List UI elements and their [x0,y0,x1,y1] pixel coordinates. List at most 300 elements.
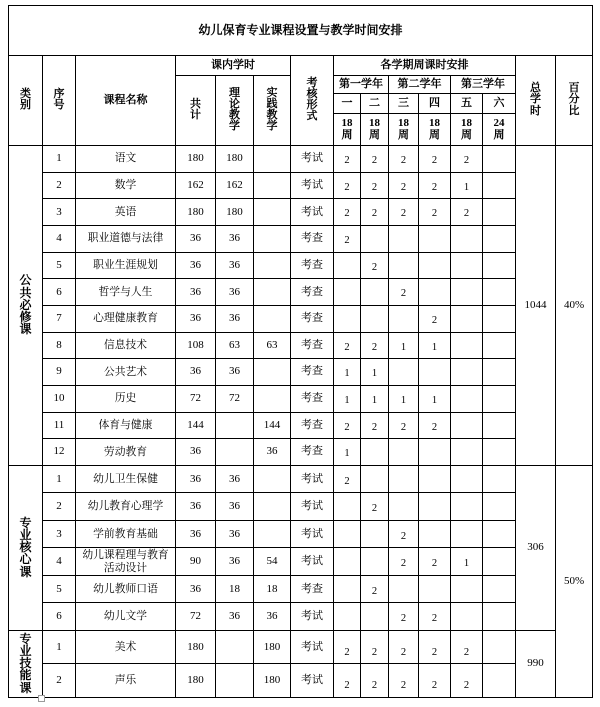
weekly-hours-cell-semester-6 [483,146,516,173]
weekly-hours-cell-semester-4: 1 [419,332,451,359]
weekly-hours-cell-semester-2 [361,225,389,252]
course-name-cell: 数学 [76,172,176,199]
course-practice-hours-cell: 18 [254,575,291,603]
weekly-hours-cell-semester-6 [483,252,516,279]
course-rows [9,146,593,698]
course-row [9,305,593,332]
weekly-hours-cell-semester-1: 2 [334,412,361,439]
weekly-hours-cell-semester-1: 2 [334,199,361,226]
header-assessment-label: 考核形式 [306,76,318,123]
weekly-hours-cell-semester-6 [483,548,516,576]
course-index-cell: 2 [43,664,76,698]
course-total-hours-cell: 72 [176,385,216,412]
course-row [9,493,593,521]
group-total-hours-cell: 990 [516,630,556,697]
weekly-hours-cell-semester-2: 2 [361,630,389,664]
course-name-cell: 公共艺术 [76,359,176,386]
course-practice-hours-cell: 54 [254,548,291,576]
course-index-cell: 7 [43,305,76,332]
course-theory-hours-cell: 36 [216,603,254,631]
course-practice-hours-cell [254,465,291,493]
weekly-hours-cell-semester-1: 2 [334,225,361,252]
course-total-hours-cell: 36 [176,439,216,466]
weekly-hours-cell-semester-1 [334,575,361,603]
course-assessment-cell: 考查 [291,305,334,332]
course-assessment-cell: 考试 [291,493,334,521]
course-assessment-cell: 考查 [291,575,334,603]
weekly-hours-cell-semester-1 [334,603,361,631]
weekly-hours-cell-semester-2 [361,439,389,466]
weekly-hours-cell-semester-5 [451,493,483,521]
weekly-hours-cell-semester-4: 2 [419,146,451,173]
weekly-hours-cell-semester-3 [389,359,419,386]
weekly-hours-cell-semester-1: 2 [334,630,361,664]
weekly-hours-cell-semester-6 [483,385,516,412]
category-label: 专业技能课 [19,631,32,695]
course-theory-hours-cell [216,630,254,664]
course-index-cell: 1 [43,630,76,664]
course-index-cell: 6 [43,279,76,306]
weekly-hours-cell-semester-5: 2 [451,146,483,173]
weekly-hours-cell-semester-6 [483,359,516,386]
course-name-cell: 幼儿教师口语 [76,575,176,603]
course-assessment-cell: 考查 [291,279,334,306]
course-theory-hours-cell: 72 [216,385,254,412]
course-total-hours-cell: 36 [176,520,216,548]
course-practice-hours-cell: 36 [254,439,291,466]
category-label: 专业核心课 [19,515,32,579]
weekly-hours-cell-semester-6 [483,465,516,493]
course-index-cell: 1 [43,465,76,493]
course-total-hours-cell: 36 [176,225,216,252]
course-total-hours-cell: 36 [176,465,216,493]
header-semester-5: 五 [451,94,483,114]
weekly-hours-cell-semester-2: 1 [361,359,389,386]
weekly-hours-cell-semester-2: 2 [361,146,389,173]
course-assessment-cell: 考查 [291,332,334,359]
course-index-cell: 1 [43,146,76,173]
header-total-hours-label: 总学时 [530,82,541,117]
course-row [9,465,593,493]
course-index-cell: 3 [43,520,76,548]
weekly-hours-cell-semester-5 [451,439,483,466]
weekly-hours-cell-semester-4: 2 [419,172,451,199]
weekly-hours-cell-semester-2 [361,603,389,631]
course-index-cell: 4 [43,225,76,252]
course-theory-hours-cell: 63 [216,332,254,359]
course-theory-hours-cell: 36 [216,548,254,576]
weekly-hours-cell-semester-4: 2 [419,664,451,698]
weekly-hours-cell-semester-2: 2 [361,252,389,279]
weekly-hours-cell-semester-4 [419,520,451,548]
course-row [9,146,593,173]
course-theory-hours-cell: 36 [216,252,254,279]
weekly-hours-cell-semester-4 [419,252,451,279]
weekly-hours-cell-semester-1: 2 [334,332,361,359]
weekly-hours-cell-semester-6 [483,332,516,359]
weekly-hours-cell-semester-6 [483,664,516,698]
weekly-hours-cell-semester-5: 1 [451,172,483,199]
category-cell [9,630,43,697]
header-semester-schedule: 各学期周课时安排 [334,56,516,76]
course-name-cell: 心理健康教育 [76,305,176,332]
weekly-hours-cell-semester-3: 2 [389,548,419,576]
course-total-hours-cell: 72 [176,603,216,631]
course-row [9,332,593,359]
weekly-hours-cell-semester-5: 2 [451,664,483,698]
course-practice-hours-cell: 180 [254,630,291,664]
category-cell [9,146,43,466]
course-assessment-cell: 考试 [291,146,334,173]
course-name-cell: 学前教育基础 [76,520,176,548]
course-practice-hours-cell: 144 [254,412,291,439]
course-assessment-cell: 考试 [291,199,334,226]
weekly-hours-cell-semester-2: 2 [361,199,389,226]
course-row [9,575,593,603]
course-practice-hours-cell [254,385,291,412]
weekly-hours-cell-semester-4 [419,359,451,386]
weekly-hours-cell-semester-2: 2 [361,332,389,359]
weekly-hours-cell-semester-3 [389,439,419,466]
course-assessment-cell: 考试 [291,603,334,631]
course-index-cell: 2 [43,172,76,199]
header-semester-2: 二 [361,94,389,114]
course-theory-hours-cell: 36 [216,279,254,306]
header-percentage-label: 百分比 [568,82,580,117]
course-row [9,172,593,199]
weekly-hours-cell-semester-1 [334,493,361,521]
course-theory-hours-cell: 36 [216,225,254,252]
weekly-hours-cell-semester-3 [389,305,419,332]
course-theory-hours-cell: 36 [216,359,254,386]
weekly-hours-cell-semester-1 [334,252,361,279]
course-row [9,548,593,576]
course-row [9,199,593,226]
weekly-hours-cell-semester-4 [419,225,451,252]
course-assessment-cell: 考查 [291,412,334,439]
weekly-hours-cell-semester-1: 2 [334,664,361,698]
course-theory-hours-cell: 18 [216,575,254,603]
header-semester-3: 三 [389,94,419,114]
weekly-hours-cell-semester-2 [361,279,389,306]
weekly-hours-cell-semester-3: 2 [389,412,419,439]
course-total-hours-cell: 36 [176,252,216,279]
weekly-hours-cell-semester-2 [361,520,389,548]
course-row [9,385,593,412]
weekly-hours-cell-semester-4 [419,493,451,521]
weekly-hours-cell-semester-1: 1 [334,385,361,412]
weekly-hours-cell-semester-5 [451,575,483,603]
weekly-hours-cell-semester-4: 1 [419,385,451,412]
header-total [176,76,216,146]
category-label: 公共必修课 [19,273,32,337]
course-theory-hours-cell: 36 [216,493,254,521]
course-assessment-cell: 考查 [291,385,334,412]
course-row [9,252,593,279]
header-semester-6: 六 [483,94,516,114]
weekly-hours-cell-semester-6 [483,630,516,664]
header-course-name: 课程名称 [76,56,176,146]
course-index-cell: 8 [43,332,76,359]
weekly-hours-cell-semester-4: 2 [419,305,451,332]
course-theory-hours-cell: 36 [216,520,254,548]
weekly-hours-cell-semester-2: 2 [361,575,389,603]
weekly-hours-cell-semester-6 [483,279,516,306]
weekly-hours-cell-semester-5 [451,332,483,359]
table-resize-handle[interactable] [38,695,45,702]
weekly-hours-cell-semester-3: 2 [389,279,419,306]
weekly-hours-cell-semester-4: 2 [419,548,451,576]
weekly-hours-cell-semester-3: 2 [389,199,419,226]
course-total-hours-cell: 36 [176,575,216,603]
title-row [9,6,593,56]
header-theory-label: 理论教学 [229,86,240,133]
course-total-hours-cell: 36 [176,305,216,332]
course-name-cell: 哲学与人生 [76,279,176,306]
header-index-label: 序号 [53,87,65,112]
header-weeks-1 [334,114,361,146]
weekly-hours-cell-semester-4: 2 [419,199,451,226]
course-total-hours-cell: 90 [176,548,216,576]
course-assessment-cell: 考试 [291,548,334,576]
weekly-hours-cell-semester-3: 2 [389,146,419,173]
course-assessment-cell: 考查 [291,439,334,466]
header-percentage [556,56,593,146]
weekly-hours-cell-semester-2: 2 [361,493,389,521]
weekly-hours-cell-semester-1 [334,520,361,548]
course-practice-hours-cell [254,225,291,252]
header-weeks-5-label: 18周 [461,116,472,142]
weekly-hours-cell-semester-3 [389,465,419,493]
weekly-hours-cell-semester-6 [483,225,516,252]
weekly-hours-cell-semester-1: 1 [334,359,361,386]
course-assessment-cell: 考查 [291,359,334,386]
course-row [9,412,593,439]
weekly-hours-cell-semester-3: 2 [389,520,419,548]
group-total-hours-cell: 306 [516,465,556,630]
course-total-hours-cell: 108 [176,332,216,359]
table-title: 幼儿保育专业课程设置与教学时间安排 [9,6,593,56]
course-name-cell: 职业道德与法律 [76,225,176,252]
course-total-hours-cell: 162 [176,172,216,199]
course-schedule-table [8,5,593,698]
course-row [9,225,593,252]
course-total-hours-cell: 36 [176,359,216,386]
course-row [9,630,593,664]
course-theory-hours-cell: 36 [216,305,254,332]
course-name-cell: 劳动教育 [76,439,176,466]
course-name-cell: 职业生涯规划 [76,252,176,279]
weekly-hours-cell-semester-1 [334,279,361,306]
table-header [9,6,593,146]
course-total-hours-cell: 144 [176,412,216,439]
weekly-hours-cell-semester-5 [451,412,483,439]
course-name-cell: 美术 [76,630,176,664]
weekly-hours-cell-semester-5 [451,520,483,548]
weekly-hours-cell-semester-1: 2 [334,465,361,493]
header-semester-1: 一 [334,94,361,114]
weekly-hours-cell-semester-3 [389,493,419,521]
weekly-hours-cell-semester-3: 2 [389,630,419,664]
header-practice-label: 实践教学 [266,86,278,133]
header-year-3: 第三学年 [451,76,516,94]
weekly-hours-cell-semester-3 [389,225,419,252]
weekly-hours-cell-semester-1 [334,305,361,332]
weekly-hours-cell-semester-2: 2 [361,412,389,439]
course-theory-hours-cell: 180 [216,199,254,226]
weekly-hours-cell-semester-2 [361,548,389,576]
weekly-hours-cell-semester-3 [389,575,419,603]
group-percentage-cell: 40% [556,146,593,466]
header-total-label: 共计 [190,97,201,122]
course-row [9,359,593,386]
course-index-cell: 11 [43,412,76,439]
course-theory-hours-cell: 180 [216,146,254,173]
weekly-hours-cell-semester-6 [483,412,516,439]
course-assessment-cell: 考试 [291,630,334,664]
weekly-hours-cell-semester-5 [451,305,483,332]
weekly-hours-cell-semester-6 [483,305,516,332]
weekly-hours-cell-semester-2: 2 [361,664,389,698]
header-weeks-2 [361,114,389,146]
course-name-cell: 英语 [76,199,176,226]
course-practice-hours-cell: 180 [254,664,291,698]
course-practice-hours-cell [254,199,291,226]
header-practice [254,76,291,146]
course-practice-hours-cell [254,520,291,548]
course-index-cell: 3 [43,199,76,226]
header-weeks-4 [419,114,451,146]
group-percentage-cell: 50% [556,465,593,697]
course-name-cell: 体育与健康 [76,412,176,439]
course-theory-hours-cell: 36 [216,465,254,493]
weekly-hours-cell-semester-5 [451,465,483,493]
weekly-hours-cell-semester-5 [451,359,483,386]
course-total-hours-cell: 180 [176,664,216,698]
weekly-hours-cell-semester-3: 1 [389,385,419,412]
course-row [9,664,593,698]
course-practice-hours-cell [254,359,291,386]
course-row [9,279,593,306]
header-year-1: 第一学年 [334,76,389,94]
weekly-hours-cell-semester-4: 2 [419,630,451,664]
header-weeks-6 [483,114,516,146]
weekly-hours-cell-semester-5 [451,279,483,306]
course-total-hours-cell: 180 [176,630,216,664]
course-index-cell: 10 [43,385,76,412]
weekly-hours-cell-semester-4 [419,279,451,306]
course-practice-hours-cell: 36 [254,603,291,631]
weekly-hours-cell-semester-6 [483,575,516,603]
course-row [9,603,593,631]
course-index-cell: 6 [43,603,76,631]
weekly-hours-cell-semester-1 [334,548,361,576]
weekly-hours-cell-semester-5: 2 [451,199,483,226]
course-theory-hours-cell [216,664,254,698]
header-weeks-4-label: 18周 [429,116,440,142]
course-assessment-cell: 考试 [291,520,334,548]
course-theory-hours-cell: 162 [216,172,254,199]
course-index-cell: 4 [43,548,76,576]
header-weeks-3 [389,114,419,146]
course-index-cell: 9 [43,359,76,386]
weekly-hours-cell-semester-3 [389,252,419,279]
course-name-cell: 幼儿课程理与教育活动设计 [76,548,176,576]
weekly-hours-cell-semester-2 [361,305,389,332]
course-index-cell: 2 [43,493,76,521]
weekly-hours-cell-semester-4 [419,439,451,466]
header-weeks-3-label: 18周 [398,116,409,142]
course-total-hours-cell: 180 [176,146,216,173]
course-total-hours-cell: 36 [176,279,216,306]
header-assessment [291,56,334,146]
course-theory-hours-cell [216,412,254,439]
weekly-hours-cell-semester-4 [419,575,451,603]
course-assessment-cell: 考试 [291,465,334,493]
weekly-hours-cell-semester-1: 2 [334,172,361,199]
weekly-hours-cell-semester-3: 2 [389,664,419,698]
weekly-hours-cell-semester-1: 2 [334,146,361,173]
header-total-hours [516,56,556,146]
course-name-cell: 信息技术 [76,332,176,359]
course-name-cell: 幼儿卫生保健 [76,465,176,493]
course-assessment-cell: 考试 [291,664,334,698]
group-total-hours-cell: 1044 [516,146,556,466]
header-in-class-hours: 课内学时 [176,56,291,76]
course-theory-hours-cell [216,439,254,466]
weekly-hours-cell-semester-4: 2 [419,412,451,439]
weekly-hours-cell-semester-2: 2 [361,172,389,199]
weekly-hours-cell-semester-6 [483,199,516,226]
header-row-1 [9,56,593,76]
weekly-hours-cell-semester-5 [451,385,483,412]
course-practice-hours-cell [254,305,291,332]
header-weeks-5 [451,114,483,146]
weekly-hours-cell-semester-5 [451,225,483,252]
weekly-hours-cell-semester-2 [361,465,389,493]
weekly-hours-cell-semester-6 [483,603,516,631]
weekly-hours-cell-semester-6 [483,439,516,466]
header-index [43,56,76,146]
weekly-hours-cell-semester-2: 1 [361,385,389,412]
weekly-hours-cell-semester-1: 1 [334,439,361,466]
weekly-hours-cell-semester-3: 2 [389,172,419,199]
weekly-hours-cell-semester-4 [419,465,451,493]
category-cell [9,465,43,630]
course-index-cell: 12 [43,439,76,466]
weekly-hours-cell-semester-5: 1 [451,548,483,576]
course-practice-hours-cell [254,279,291,306]
weekly-hours-cell-semester-3: 2 [389,603,419,631]
weekly-hours-cell-semester-4: 2 [419,603,451,631]
course-practice-hours-cell [254,172,291,199]
course-total-hours-cell: 180 [176,199,216,226]
weekly-hours-cell-semester-5 [451,603,483,631]
course-name-cell: 幼儿教育心理学 [76,493,176,521]
course-index-cell: 5 [43,575,76,603]
course-practice-hours-cell [254,493,291,521]
header-theory [216,76,254,146]
course-name-cell: 历史 [76,385,176,412]
course-index-cell: 5 [43,252,76,279]
header-semester-4: 四 [419,94,451,114]
course-name-cell: 语文 [76,146,176,173]
course-row [9,520,593,548]
header-weeks-2-label: 18周 [369,116,380,142]
course-assessment-cell: 考查 [291,252,334,279]
weekly-hours-cell-semester-5: 2 [451,630,483,664]
course-practice-hours-cell: 63 [254,332,291,359]
